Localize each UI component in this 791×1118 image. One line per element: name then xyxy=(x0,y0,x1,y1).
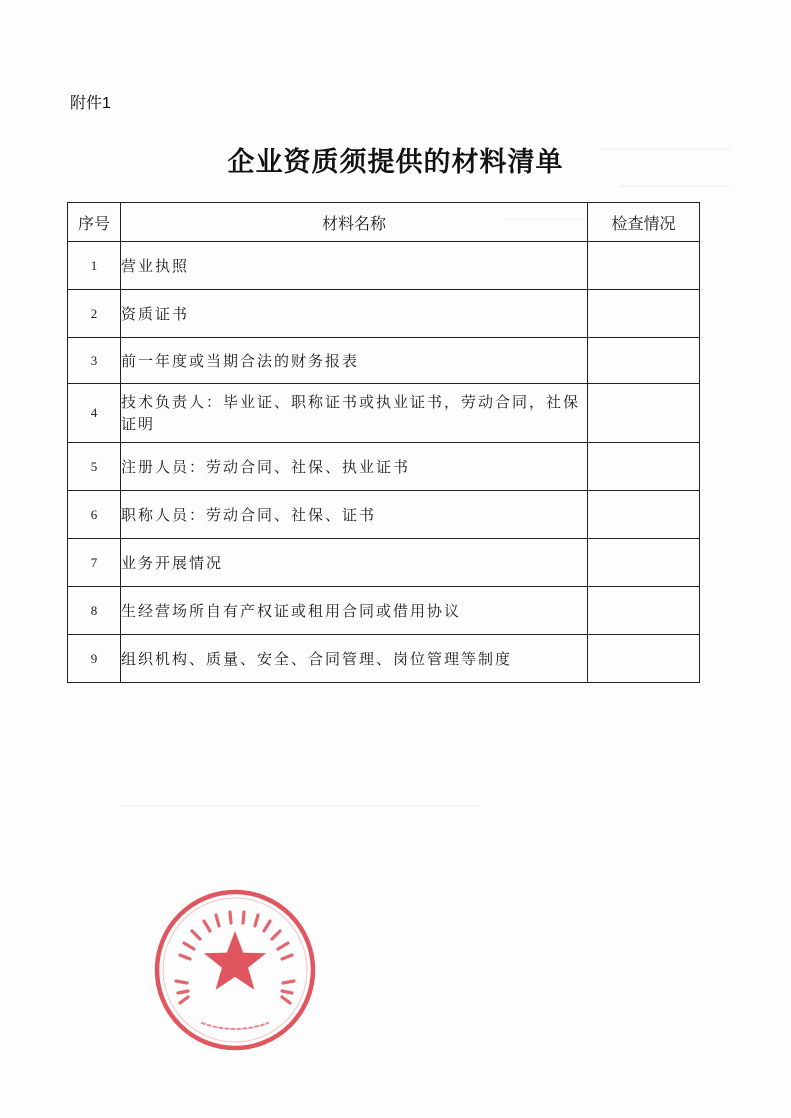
row-name: 技术负责人：毕业证、职称证书或执业证书，劳动合同，社保证明 xyxy=(121,384,588,443)
row-name: 生经营场所自有产权证或租用合同或借用协议 xyxy=(121,587,588,635)
materials-table xyxy=(67,202,700,683)
table-row xyxy=(68,443,700,491)
row-no: 1 xyxy=(68,242,121,290)
row-no: 8 xyxy=(68,587,121,635)
header-name: 材料名称 xyxy=(121,203,588,242)
table-row xyxy=(68,290,700,338)
header-no: 序号 xyxy=(68,203,121,242)
table-row xyxy=(68,242,700,290)
row-no: 4 xyxy=(68,384,121,443)
official-seal-icon xyxy=(150,885,320,1055)
row-no: 6 xyxy=(68,491,121,539)
row-check xyxy=(588,443,700,491)
row-name: 资质证书 xyxy=(121,290,588,338)
annex-label: 附件1 xyxy=(70,95,111,112)
row-name: 营业执照 xyxy=(121,242,588,290)
row-check xyxy=(588,242,700,290)
row-check xyxy=(588,290,700,338)
table-row xyxy=(68,384,700,443)
table-header-row xyxy=(68,203,700,242)
table-row xyxy=(68,587,700,635)
table-row xyxy=(68,491,700,539)
row-check xyxy=(588,338,700,384)
row-check xyxy=(588,587,700,635)
row-no: 5 xyxy=(68,443,121,491)
row-name: 组织机构、质量、安全、合同管理、岗位管理等制度 xyxy=(121,635,588,683)
table-row xyxy=(68,338,700,384)
row-no: 3 xyxy=(68,338,121,384)
document-title: 企业资质须提供的材料清单 xyxy=(227,147,564,178)
row-check xyxy=(588,384,700,443)
table-row xyxy=(68,539,700,587)
header-check: 检查情况 xyxy=(588,203,700,242)
row-no: 2 xyxy=(68,290,121,338)
row-no: 9 xyxy=(68,635,121,683)
row-name: 前一年度或当期合法的财务报表 xyxy=(121,338,588,384)
row-name: 职称人员：劳动合同、社保、证书 xyxy=(121,491,588,539)
bleed-through-mark xyxy=(620,185,730,187)
row-check xyxy=(588,635,700,683)
table-row xyxy=(68,635,700,683)
bleed-through-mark xyxy=(505,218,585,220)
row-check xyxy=(588,491,700,539)
bleed-through-mark xyxy=(120,805,480,807)
row-name: 业务开展情况 xyxy=(121,539,588,587)
row-check xyxy=(588,539,700,587)
row-name: 注册人员：劳动合同、社保、执业证书 xyxy=(121,443,588,491)
bleed-through-mark xyxy=(600,148,730,150)
row-no: 7 xyxy=(68,539,121,587)
